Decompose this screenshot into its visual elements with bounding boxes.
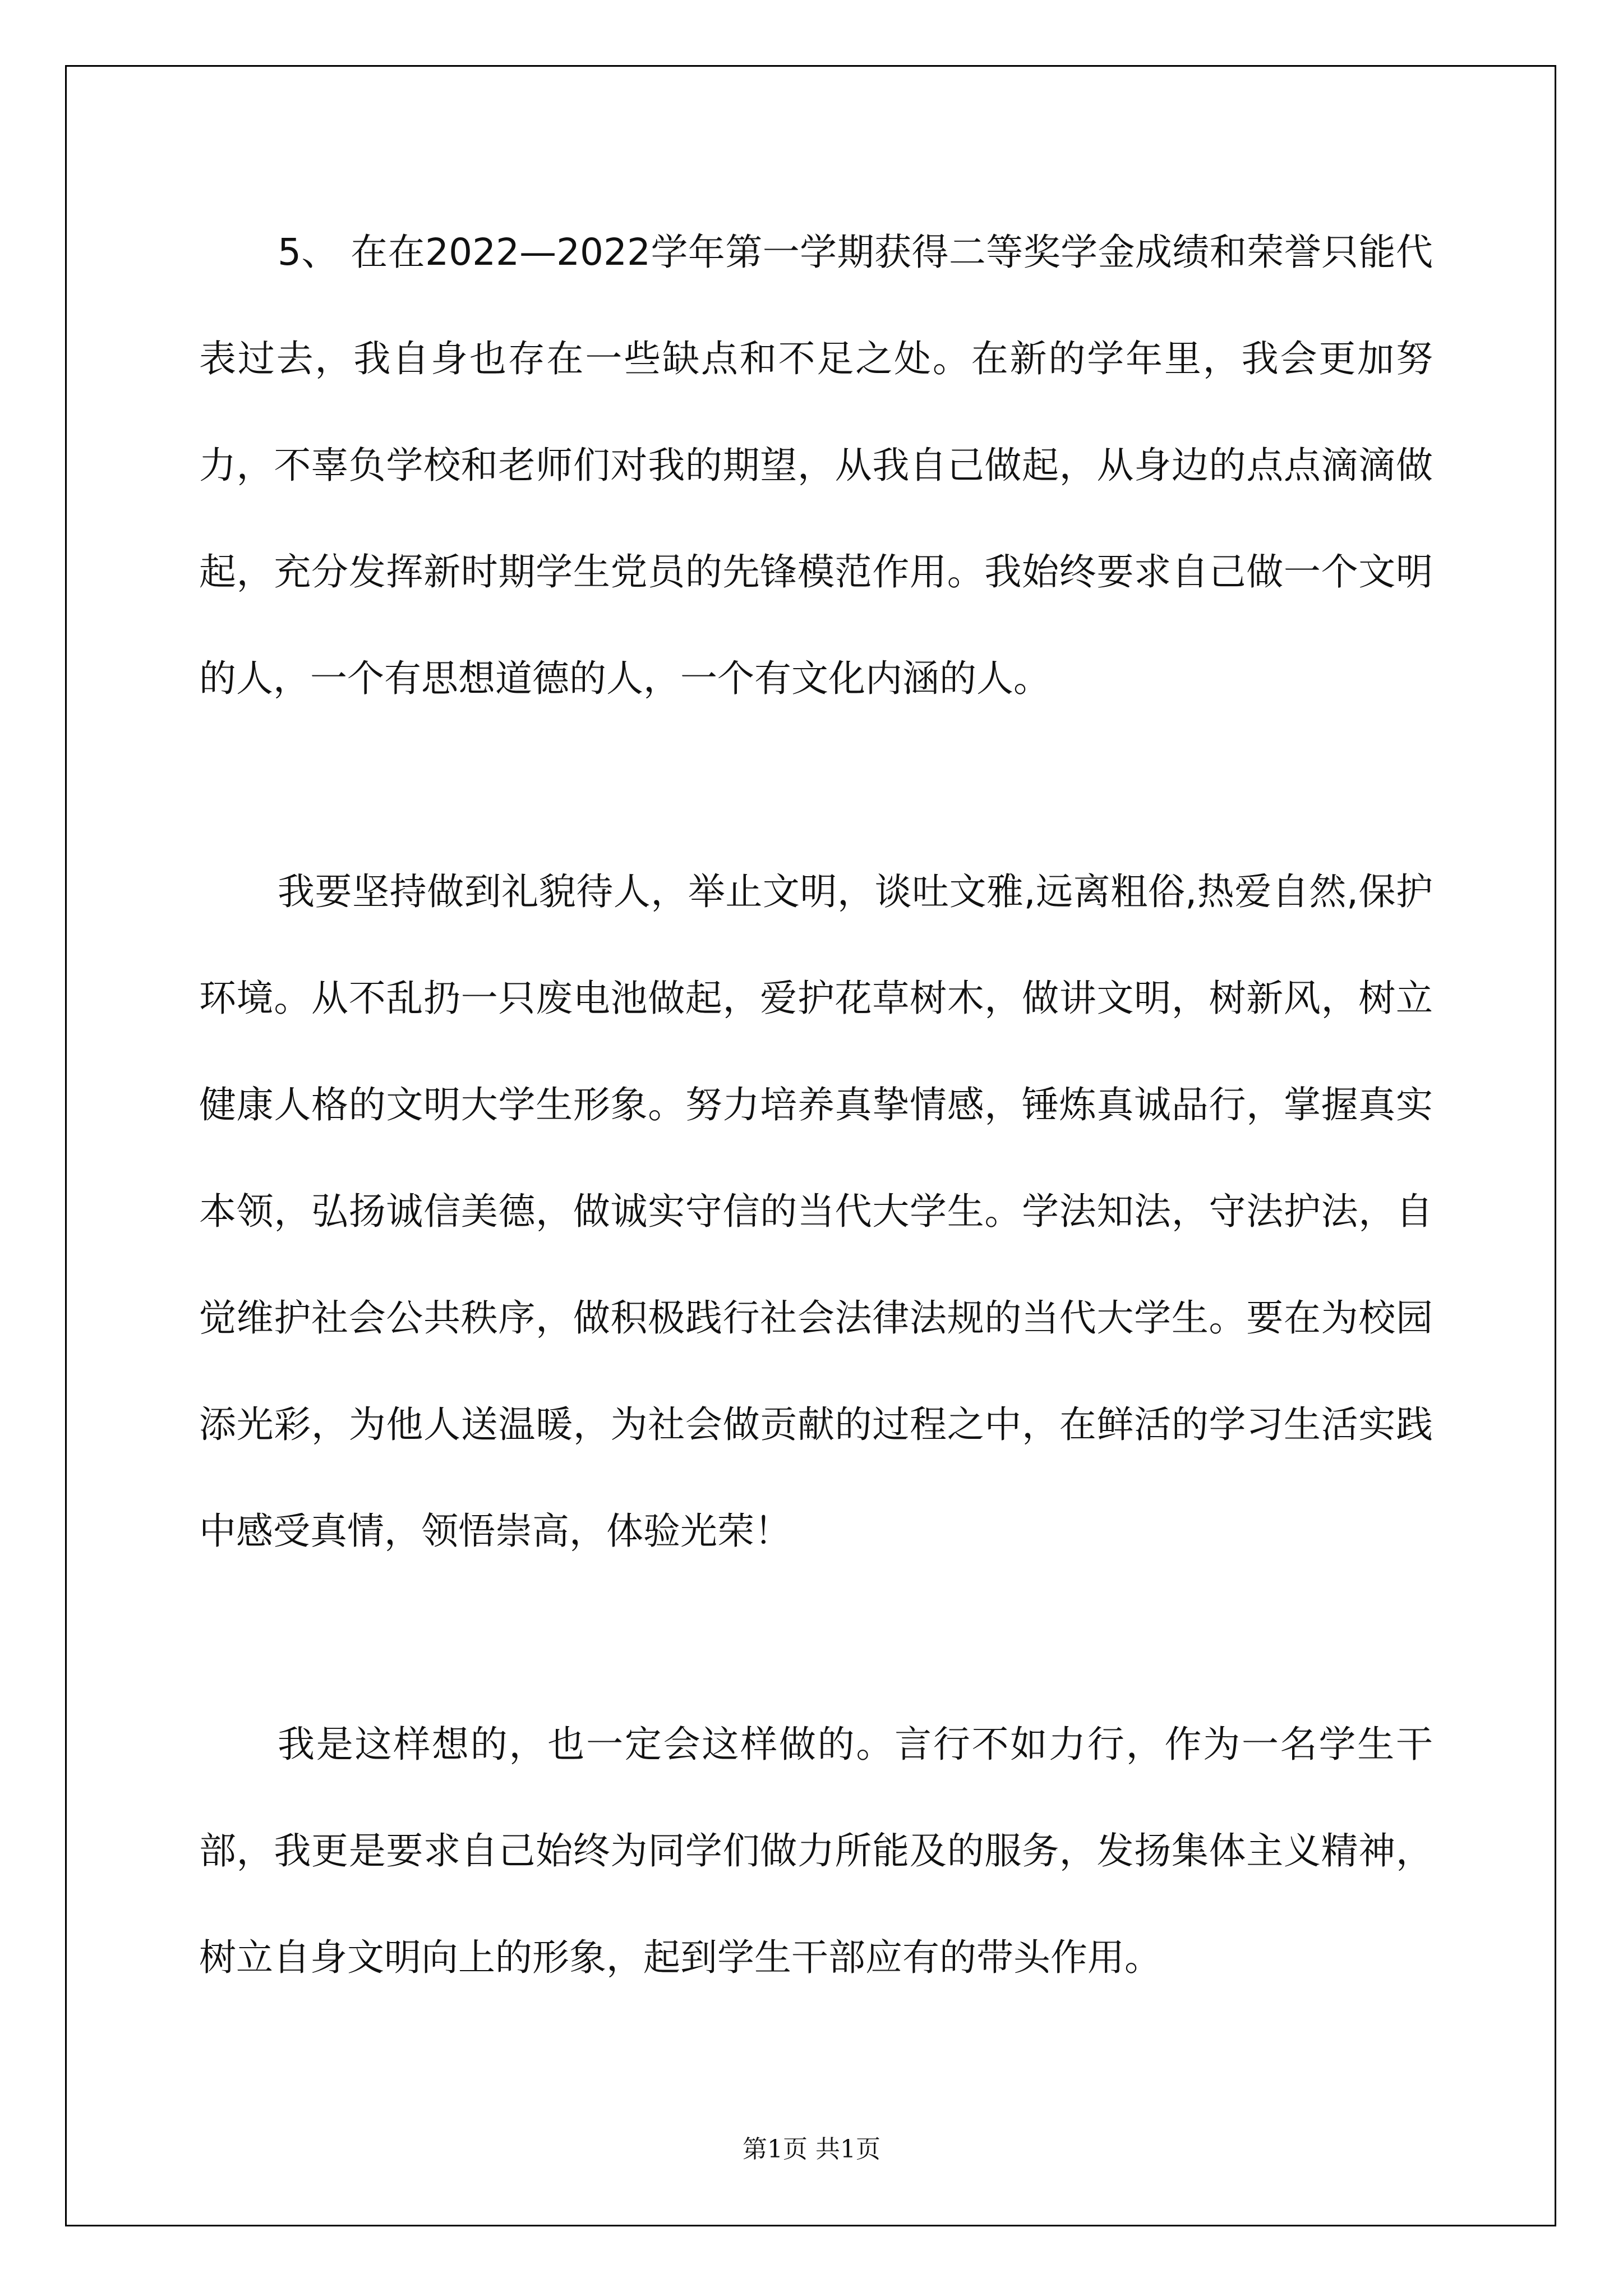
paragraph-3: 我是这样想的，也一定会这样做的。言行不如力行，作为一名学生干部，我更是要求自己始终为同学们做力所能及的服务，发扬集体主义精神，树立自身文明向上的形象，起到学生干部应有的带头作用。 [199, 1723, 1433, 1979]
paragraph-1: 5、 在在2022—2022学年第一学期获得二等奖学金成绩和荣誉只能代表过去，我自身也存在一些缺点和不足之处。在新的学年里，我会更加努力，不辜负学校和老师们对我的期望，从我自己做起，从身边的点点滴滴做起，充分发挥新时期学生党员的先锋模范作用。我始终要求自己做一个文明的人，一个有思想道德的人，一个有文化内涵的人。 [199, 231, 1433, 700]
paragraph-2: 我要坚持做到礼貌待人，举止文明，谈吐文雅,远离粗俗,热爱自然,保护环境。从不乱扔一只废电池做起，爱护花草树木，做讲文明，树新风，树立健康人格的文明大学生形象。努力培养真挚情感，锤炼真诚品行，掌握真实本领，弘扬诚信美德，做诚实守信的当代大学生。学法知法，守法护法，自觉维护社会公共秩序，做积极践行社会法律法规的当代大学生。要在为校园添光彩，为他人送温暖，为社会做贡献的过程之中，在鲜活的学习生活实践中感受真情，领悟崇高，体验光荣！ [199, 870, 1433, 1553]
page-number-footer: 第1页 共1页 [743, 2135, 880, 2164]
